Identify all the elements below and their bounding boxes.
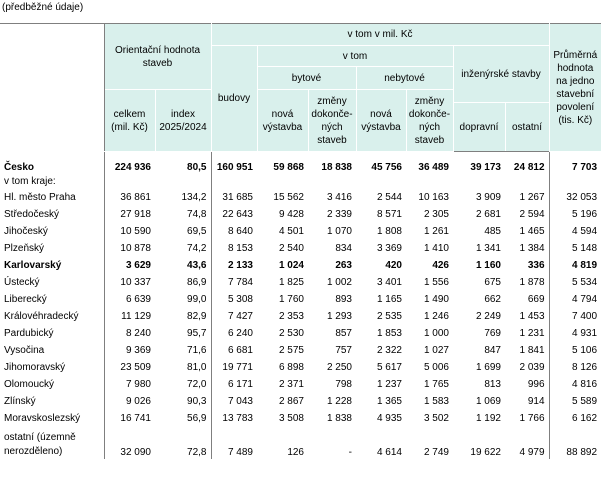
preliminary-note: (předběžné údaje) <box>2 2 84 13</box>
row-label: Vysočina <box>0 342 104 359</box>
table-cell: 19 622 <box>470 447 501 458</box>
table-cell: 15 562 <box>273 191 304 203</box>
table-cell: 1 000 <box>423 327 449 339</box>
table-cell: 1 192 <box>475 412 501 424</box>
table-cell: 56,9 <box>155 410 211 427</box>
table-cell: 2 133 <box>227 259 253 271</box>
row-label: Liberecký <box>0 291 104 308</box>
table-cell: 6 171 <box>227 378 253 390</box>
table-cell: 2 039 <box>505 359 549 376</box>
table-cell: 2 339 <box>326 208 352 220</box>
table-cell: 8 240 <box>125 327 151 339</box>
table-cell: 90,3 <box>155 393 211 410</box>
table-cell: 43,6 <box>155 257 211 274</box>
table-cell: 32 053 <box>566 191 598 203</box>
table-cell: 126 <box>287 447 304 458</box>
table-cell: 4 931 <box>571 327 598 339</box>
table-cell: 1 490 <box>423 293 449 305</box>
table-cell: 69,5 <box>155 223 211 240</box>
table-cell: 1 878 <box>505 274 549 291</box>
table-cell: 72,0 <box>155 376 211 393</box>
table-cell: 7 489 <box>227 447 253 458</box>
table-cell: 3 369 <box>376 242 402 254</box>
building-permits-table <box>0 23 601 459</box>
row-label: Zlínský <box>0 393 104 410</box>
table-cell: 4 501 <box>278 225 304 237</box>
table-cell: 1 853 <box>376 327 402 339</box>
table-cell: 86,9 <box>155 274 211 291</box>
header-budovy: budovy <box>211 46 257 152</box>
row-label: Pardubický <box>0 325 104 342</box>
row-label: Hl. město Praha <box>0 189 104 206</box>
header-bytove: bytové <box>257 67 356 90</box>
table-cell: 1 825 <box>278 276 304 288</box>
table-cell: 18 838 <box>321 162 352 173</box>
table-cell: 5 308 <box>227 293 253 305</box>
table-cell: 1 341 <box>475 242 501 254</box>
table-cell: 39 173 <box>470 162 501 173</box>
table-cell: 857 <box>335 327 352 339</box>
table-cell: 6 162 <box>571 412 598 424</box>
table-cell: 99,0 <box>155 291 211 308</box>
header-ostatni: ostatní <box>505 103 549 152</box>
table-cell: 1 237 <box>376 378 402 390</box>
table-cell: 1 699 <box>475 361 501 373</box>
table-cell: 9 428 <box>278 208 304 220</box>
table-cell: 27 918 <box>120 208 151 220</box>
header-prumerna: Průměrná hodnota na jedno stavební povolení (tis. Kč) <box>549 24 601 152</box>
table-cell: 1 765 <box>423 378 449 390</box>
table-cell: 4 614 <box>376 447 402 458</box>
table-cell: 1 267 <box>505 189 549 206</box>
table-cell: 1 766 <box>505 410 549 427</box>
table-cell: 74,2 <box>155 240 211 257</box>
table-cell: 10 878 <box>120 242 151 254</box>
table-cell: 3 508 <box>278 412 304 424</box>
table-cell: 2 353 <box>278 310 304 322</box>
table-cell: 1 165 <box>376 293 402 305</box>
table-cell: 893 <box>335 293 352 305</box>
row-label: Karlovarský <box>0 257 104 274</box>
row-label: Královéhradecký <box>0 308 104 325</box>
table-cell: 7 043 <box>227 395 253 407</box>
table-cell: 5 196 <box>571 208 598 220</box>
row-label: ostatní (územně nerozděleno) <box>0 427 104 459</box>
table-row <box>0 257 601 274</box>
table-cell: 1 365 <box>376 395 402 407</box>
table-cell: 4 794 <box>571 293 598 305</box>
table-cell: 2 249 <box>475 310 501 322</box>
table-cell: 3 909 <box>475 191 501 203</box>
table-cell: 22 643 <box>222 208 253 220</box>
table-cell: 11 129 <box>121 310 151 322</box>
row-label: Ústecký <box>0 274 104 291</box>
table-row <box>0 410 601 427</box>
table-row <box>0 223 601 240</box>
table-cell: 5 148 <box>571 242 598 254</box>
table-row <box>0 325 601 342</box>
table-cell: 675 <box>484 276 501 288</box>
table-cell: 1 453 <box>505 308 549 325</box>
table-row <box>0 393 601 410</box>
table-cell: 1 024 <box>278 259 304 271</box>
table-cell: 336 <box>505 257 549 274</box>
table-cell: - <box>348 447 352 458</box>
table-cell: 834 <box>335 242 352 254</box>
table-cell: 82,9 <box>155 308 211 325</box>
table-cell: 10 590 <box>120 225 151 237</box>
row-label: Plzeňský <box>0 240 104 257</box>
table-cell: 1 465 <box>505 223 549 240</box>
table-cell: 1 246 <box>423 310 449 322</box>
table-cell: 1 583 <box>423 395 449 407</box>
table-cell: 2 540 <box>278 242 304 254</box>
table-cell: 4 979 <box>505 427 549 459</box>
table-cell: 420 <box>385 259 402 271</box>
table-cell: 914 <box>505 393 549 410</box>
table-cell: 757 <box>335 344 352 356</box>
header-index: index 2025/2024 <box>155 90 211 152</box>
table-cell: 662 <box>484 293 501 305</box>
header-v-tom: v tom <box>257 46 453 67</box>
row-label: Jihomoravský <box>0 359 104 376</box>
table-cell: 5 106 <box>571 344 598 356</box>
table-cell: 426 <box>432 259 449 271</box>
table-cell: 2 250 <box>326 361 352 373</box>
table-cell: 6 681 <box>227 344 253 356</box>
table-cell: 4 816 <box>571 378 598 390</box>
row-label: Moravskoslezský <box>0 410 104 427</box>
table-cell: 4 594 <box>571 225 598 237</box>
table-cell: 1 231 <box>505 325 549 342</box>
table-cell: 1 760 <box>278 293 304 305</box>
table-cell: 2 681 <box>475 208 501 220</box>
table-cell: 1 160 <box>475 259 501 271</box>
table-row <box>0 240 601 257</box>
table-cell: 8 126 <box>571 361 598 373</box>
header-nebytove: nebytové <box>356 67 453 90</box>
table-cell: 1 261 <box>423 225 449 237</box>
table-cell: 6 639 <box>125 293 151 305</box>
header-corner <box>0 24 104 152</box>
row-label: Jihočeský <box>0 223 104 240</box>
table-cell: 769 <box>484 327 501 339</box>
table-cell: 134,2 <box>155 189 211 206</box>
table-cell: 1 027 <box>423 344 449 356</box>
table-cell: 485 <box>484 225 501 237</box>
table-cell: 7 980 <box>125 378 151 390</box>
table-cell: 798 <box>335 378 352 390</box>
table-cell: 2 530 <box>278 327 304 339</box>
header-orient: Orientační hodnota staveb <box>104 24 211 90</box>
table-cell: 36 489 <box>418 162 449 173</box>
header-group-v-tom-mil: v tom v mil. Kč <box>211 24 549 46</box>
header-bytove-nova: nová výstavba <box>257 90 308 152</box>
table-cell: 5 006 <box>423 361 449 373</box>
table-cell: 95,7 <box>155 325 211 342</box>
table-cell: 160 951 <box>216 162 253 173</box>
table-cell: 813 <box>484 378 501 390</box>
table-cell: 81,0 <box>155 359 211 376</box>
table-cell: 36 861 <box>120 191 151 203</box>
table-cell: 2 575 <box>278 344 304 356</box>
table-cell: 224 936 <box>114 162 151 173</box>
table-cell: 1 808 <box>376 225 402 237</box>
table-cell: 1 070 <box>326 225 352 237</box>
table-cell: 74,8 <box>155 206 211 223</box>
table-row <box>0 342 601 359</box>
table-cell: 13 783 <box>222 412 253 424</box>
table-cell: 263 <box>335 259 352 271</box>
table-cell: 10 337 <box>120 276 151 288</box>
table-cell: 8 640 <box>227 225 253 237</box>
table-row <box>0 274 601 291</box>
table-cell: 5 534 <box>571 276 598 288</box>
table-cell: 19 771 <box>222 361 253 373</box>
table-cell: 72,8 <box>155 427 211 459</box>
table-cell: 669 <box>505 291 549 308</box>
header-dopravni: dopravní <box>453 103 505 152</box>
table-cell: 847 <box>484 344 501 356</box>
table-cell: 23 509 <box>120 361 151 373</box>
subheading-row <box>0 174 601 189</box>
table-row <box>0 427 601 459</box>
table-row <box>0 308 601 325</box>
header-bytove-zmeny: změny dokonče-ných staveb <box>308 90 356 152</box>
table-cell: 2 544 <box>376 191 402 203</box>
table-cell: 24 812 <box>505 152 549 175</box>
table-cell: 59 868 <box>273 162 304 173</box>
table-cell: 8 153 <box>227 242 253 254</box>
table-cell: 5 617 <box>376 361 402 373</box>
table-cell: 16 741 <box>120 412 151 424</box>
row-label: Středočeský <box>0 206 104 223</box>
subheading: v tom kraje: <box>0 174 104 189</box>
table-cell: 6 898 <box>278 361 304 373</box>
table-cell: 1 556 <box>423 276 449 288</box>
table-cell: 3 502 <box>423 412 449 424</box>
table-row <box>0 291 601 308</box>
table-cell: 88 892 <box>566 447 598 458</box>
table-cell: 3 416 <box>326 191 352 203</box>
table-cell: 2 535 <box>376 310 402 322</box>
table-cell: 31 685 <box>222 191 253 203</box>
table-cell: 4 819 <box>571 259 598 271</box>
header-nebytove-zmeny: změny dokonče-ných staveb <box>406 90 453 152</box>
table-cell: 1 841 <box>505 342 549 359</box>
table-cell: 2 305 <box>423 208 449 220</box>
table-cell: 9 026 <box>125 395 151 407</box>
table-row <box>0 359 601 376</box>
table-cell: 32 090 <box>120 447 151 458</box>
table-cell: 3 401 <box>376 276 402 288</box>
table-cell: 9 369 <box>125 344 151 356</box>
table-cell: 45 756 <box>371 162 402 173</box>
table-cell: 6 240 <box>227 327 253 339</box>
table-cell: 4 935 <box>376 412 402 424</box>
table-cell: 7 703 <box>571 162 598 173</box>
header-nebytove-nova: nová výstavba <box>356 90 406 152</box>
table-cell: 1 384 <box>505 240 549 257</box>
table-cell: 71,6 <box>155 342 211 359</box>
table-cell: 5 589 <box>571 395 598 407</box>
table-cell: 996 <box>505 376 549 393</box>
table-cell: 1 410 <box>423 242 449 254</box>
table-cell: 1 002 <box>326 276 352 288</box>
table-cell: 2 867 <box>278 395 304 407</box>
table-cell: 1 293 <box>326 310 352 322</box>
table-row <box>0 206 601 223</box>
table-cell: 2 322 <box>376 344 402 356</box>
table-cell: 7 427 <box>227 310 253 322</box>
table-cell: 2 749 <box>423 447 449 458</box>
table-cell: 80,5 <box>155 152 211 175</box>
table-cell: 1 228 <box>326 395 352 407</box>
table-cell: 3 629 <box>125 259 151 271</box>
table-row <box>0 376 601 393</box>
table-cell: 7 784 <box>227 276 253 288</box>
table-cell: 10 163 <box>418 191 449 203</box>
header-celkem: celkem (mil. Kč) <box>104 90 155 152</box>
table-row <box>0 189 601 206</box>
table-cell: 2 594 <box>505 206 549 223</box>
table-cell: 7 400 <box>571 310 598 322</box>
table-cell: 1 838 <box>326 412 352 424</box>
header-inzenyrske: inženýrské stavby <box>453 46 549 103</box>
row-label: Olomoucký <box>0 376 104 393</box>
row-label: Česko <box>0 152 104 175</box>
table-cell: 8 571 <box>376 208 402 220</box>
total-row <box>0 152 601 175</box>
table-cell: 1 069 <box>475 395 501 407</box>
table-cell: 2 371 <box>278 378 304 390</box>
